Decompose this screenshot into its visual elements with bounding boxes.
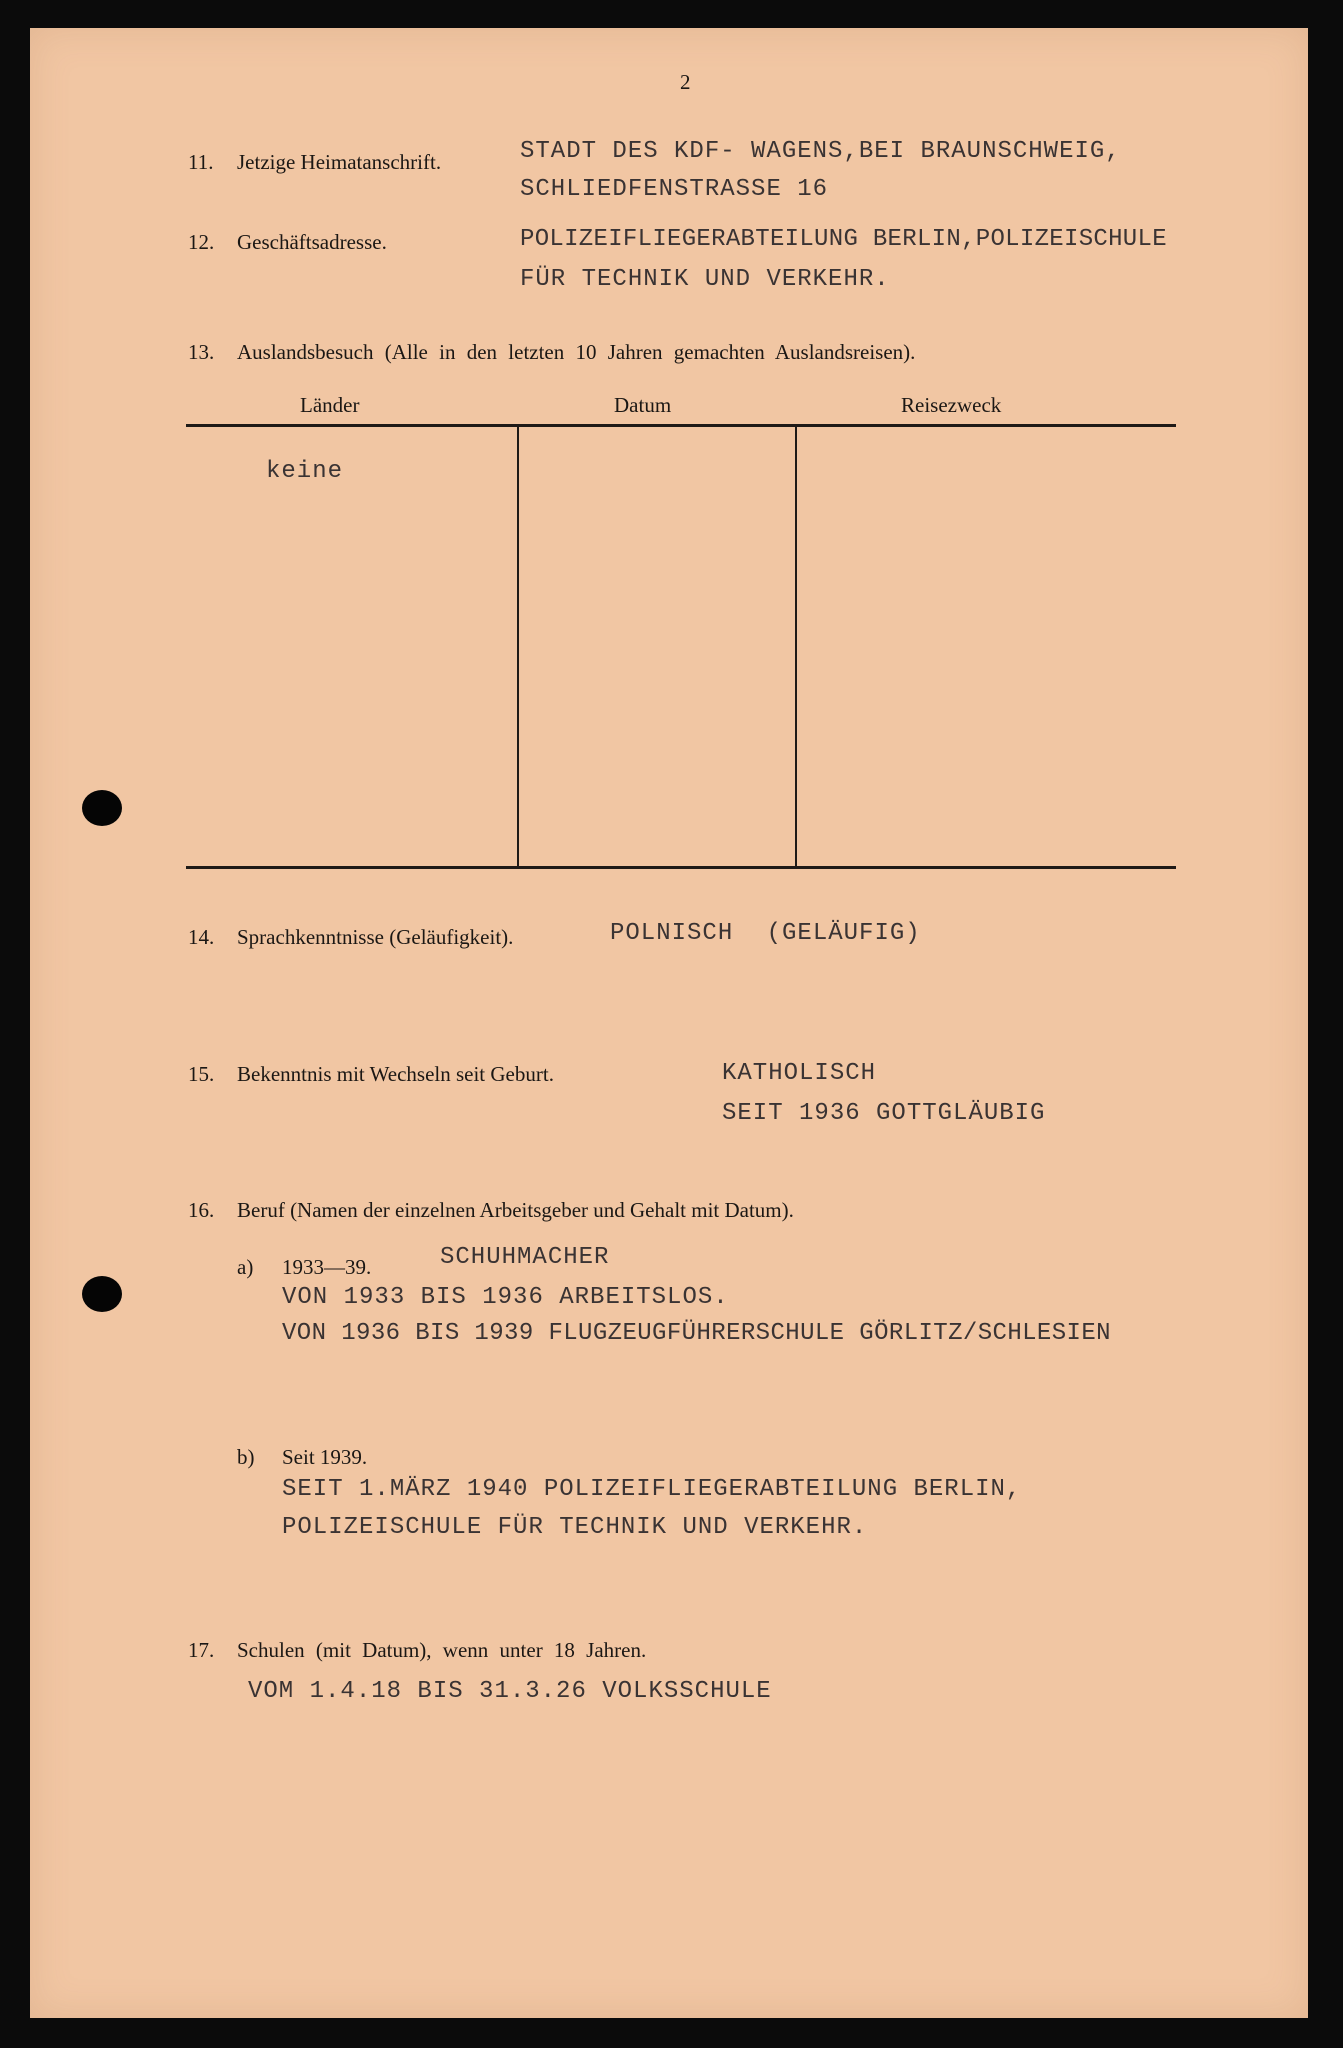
- item-label-home-address: Jetzige Heimatanschrift.: [237, 150, 442, 174]
- occupation-b-period: Seit 1939.: [282, 1445, 368, 1469]
- occupation-a-line-1: SCHUHMACHER: [440, 1244, 610, 1271]
- table-header-date: Datum: [614, 393, 672, 417]
- item-number-14: 14.: [188, 925, 215, 949]
- item-label-languages: Sprachkenntnisse (Geläufigkeit).: [237, 925, 514, 949]
- item-number-15: 15.: [188, 1062, 215, 1086]
- home-address-line-1: STADT DES KDF- WAGENS,BEI BRAUNSCHWEIG,: [520, 138, 1121, 165]
- item-number-11: 11.: [188, 150, 214, 174]
- occupation-b-line-2: POLIZEISCHULE FÜR TECHNIK UND VERKEHR.: [282, 1514, 868, 1541]
- languages-value: POLNISCH (GELÄUFIG): [610, 920, 921, 947]
- item-label-foreign-travel: Auslandsbesuch (Alle in den letzten 10 Jahren gemachten Auslandsreisen).: [237, 340, 916, 364]
- table-top-rule: [186, 424, 1176, 427]
- table-bottom-rule: [186, 866, 1176, 869]
- punch-hole: [82, 790, 122, 826]
- schools-value: VOM 1.4.18 BIS 31.3.26 VOLKSSCHULE: [248, 1678, 772, 1705]
- occupation-b-line-1: SEIT 1.MÄRZ 1940 POLIZEIFLIEGERABTEILUNG BERLIN,: [282, 1476, 1022, 1503]
- item-number-13: 13.: [188, 340, 215, 364]
- item-label-religion: Bekenntnis mit Wechseln seit Geburt.: [237, 1062, 554, 1086]
- occupation-a-line-2: VON 1933 BIS 1936 ARBEITSLOS.: [282, 1284, 729, 1311]
- punch-hole: [82, 1276, 122, 1312]
- document-page: [30, 28, 1308, 2018]
- item-label-business-address: Geschäftsadresse.: [237, 230, 387, 254]
- page-number: 2: [680, 70, 691, 94]
- item-number-17: 17.: [188, 1638, 215, 1662]
- occupation-a-marker: a): [237, 1255, 254, 1279]
- business-address-line-2: FÜR TECHNIK UND VERKEHR.: [520, 266, 890, 293]
- table-column-divider: [795, 427, 797, 867]
- item-number-12: 12.: [188, 230, 215, 254]
- occupation-b-marker: b): [237, 1445, 255, 1469]
- table-header-purpose: Reisezweck: [901, 393, 1002, 417]
- table-header-countries: Länder: [300, 393, 360, 417]
- business-address-line-1: POLIZEIFLIEGERABTEILUNG BERLIN,POLIZEISCHULE: [520, 226, 1167, 253]
- occupation-a-period: 1933—39.: [282, 1255, 372, 1279]
- religion-line-1: KATHOLISCH: [722, 1060, 877, 1087]
- table-column-divider: [517, 427, 519, 867]
- occupation-a-line-3: VON 1936 BIS 1939 FLUGZEUGFÜHRERSCHULE GÖRLITZ/SCHLESIEN: [282, 1320, 1111, 1347]
- item-label-occupation: Beruf (Namen der einzelnen Arbeitsgeber und Gehalt mit Datum).: [237, 1198, 794, 1222]
- item-number-16: 16.: [188, 1198, 215, 1222]
- home-address-line-2: SCHLIEDFENSTRASSE 16: [520, 176, 829, 203]
- religion-line-2: SEIT 1936 GOTTGLÄUBIG: [722, 1100, 1046, 1127]
- item-label-schools: Schulen (mit Datum), wenn unter 18 Jahren.: [237, 1638, 647, 1662]
- table-cell-countries: keine: [266, 458, 344, 485]
